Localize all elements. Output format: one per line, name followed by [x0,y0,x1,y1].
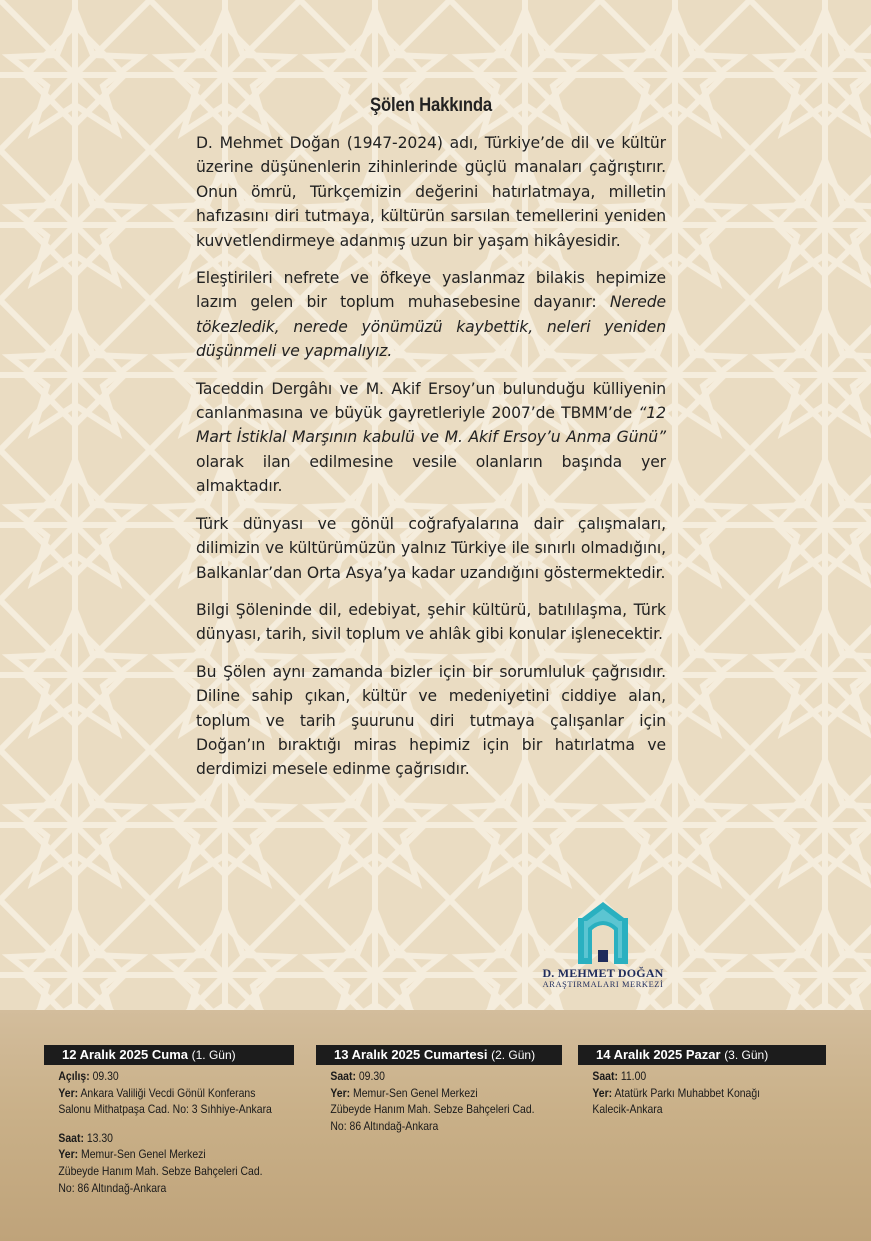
program-footer [0,1010,871,1241]
paragraph-5: Bilgi Şöleninde dil, edebiyat, şehir kültürü, batılılaşma, Türk dünyası, tarih, sivil toplum ve ahlâk gibi konular işlenecektir. [196,600,666,644]
paragraph-2: Eleştirileri nefrete ve öfkeye yaslanmaz bilakis hepimize lazım gelen bir toplum muhasebesine dayanır: Nerede tökezledik, nerede yönümüzü kaybettik, neleri yeniden düşünmeli ve yapmalıyız. [196,269,666,361]
day-2-session: Saat: 09.30 Yer: Memur-Sen Genel Merkezi Zübeyde Hanım Mah. Sebze Bahçeleri Cad. No: 86 Altındağ-Ankara [330,1070,535,1133]
day-3-session: Saat: 11.00 Yer: Atatürk Parkı Muhabbet Konağı Kalecik-Ankara [592,1070,761,1117]
paragraph-3: Taceddin Dergâhı ve M. Akif Ersoy’un bulunduğu külliyenin canlanmasına ve büyük gayretleriyle 2007’de TBMM’de “12 Mart İstiklal Marşının kabulü ve M. Akif Ersoy’u Anma Günü” olarak ilan edilmesine vesile olanların başında yer almaktadır. [196,379,666,496]
paragraph-4: Türk dünyası ve gönül coğrafyalarına dair çalışmaları, dilimizin ve kültürümüzün yalnız Türkiye ile sınırlı olmadığını, Balkanlar’dan Orta Asya’ya kadar uzandığını göstermektedir. [196,514,666,582]
paragraph-1: D. Mehmet Doğan (1947-2024) adı, Türkiye’de dil ve kültür üzerine düşünenlerin zihinlerinde güçlü manaları çağrıştırır. Onun ömrü, Türkçemizin değerini hatırlatmaya, milletin hafızasını diri tutmaya, kültürün sarsılan temellerini yeniden kuvvetlendirmeye adanmış uzun bir yaşam hikâyesidir. [196,134,666,250]
paragraph-6: Bu Şölen aynı zamanda bizler için bir sorumluluk çağrısıdır. Diline sahip çıkan, kültür ve medeniyetini ciddiye alan, toplum ve tarih şuurunu diri tutmaya çalışanlar için Doğan’ın bıraktığı miras hepimiz için bir hatırlatma ve derdimizi mesele edinme çağrısıdır. [196,662,666,779]
day-1-session: Saat: 13.30 Yer: Memur-Sen Genel Merkezi Zübeyde Hanım Mah. Sebze Bahçeleri Cad. No: 86 Altındağ-Ankara [58,1131,263,1195]
day-1-schedule [44,1045,294,1197]
about-section [196,95,666,795]
logo-name: D. MEHMET DOĞAN [542,966,664,980]
day-3-schedule [578,1045,826,1119]
day-2-header: 13 Aralık 2025 Cumartesi (2. Gün) [316,1045,562,1065]
page-title: Şölen Hakkında [369,95,493,116]
day-3-header: 14 Aralık 2025 Pazar (3. Gün) [578,1045,826,1065]
day-1-opening: Açılış: 09.30 Yer: Ankara Valiliği Vecdi Gönül Konferans Salonu Mithatpaşa Cad. No: 3 Sıhhiye-Ankara [58,1070,272,1117]
logo [536,900,670,992]
logo-subtitle: ARAŞTIRMALARI MERKEZİ [542,980,664,989]
day-1-header: 12 Aralık 2025 Cuma (1. Gün) [44,1045,294,1065]
day-2-schedule [316,1045,562,1135]
dome-building-icon [536,900,670,966]
